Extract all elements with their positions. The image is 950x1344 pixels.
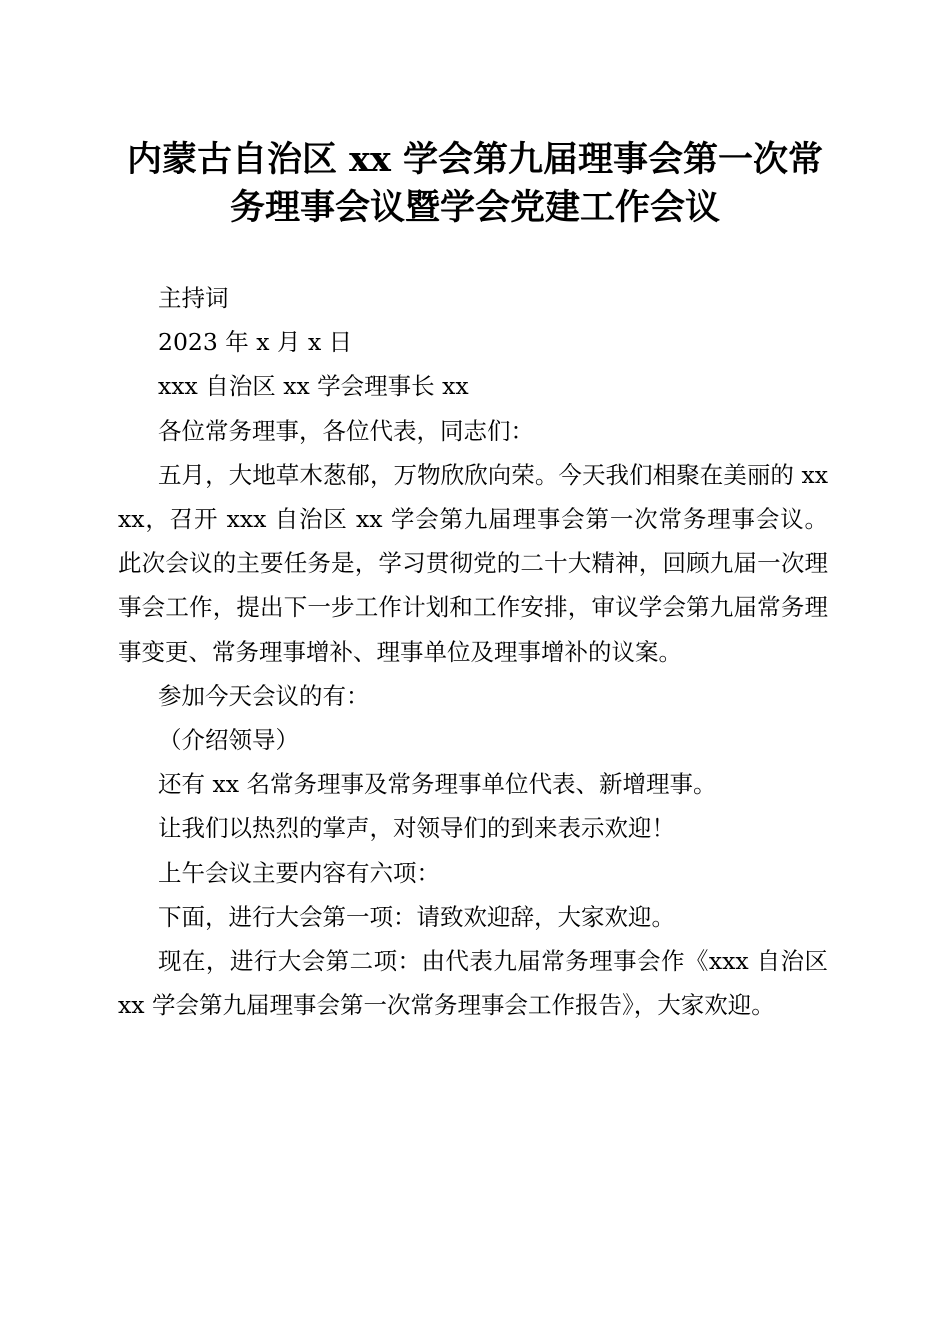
agenda-item-1-paragraph: 下面，进行大会第一项：请致欢迎辞，大家欢迎。 <box>158 902 675 931</box>
welcome-applause-paragraph: 让我们以热烈的掌声，对领导们的到来表示欢迎！ <box>158 814 675 843</box>
introduce-leaders-paragraph: （介绍领导） <box>158 726 299 755</box>
agenda-intro-paragraph: 上午会议主要内容有六项： <box>158 858 440 887</box>
other-attendees-paragraph: 还有 xx 名常务理事及常务理事单位代表、新增理事。 <box>158 770 717 799</box>
agenda-item-2-paragraph: 现在，进行大会第二项：由代表九届常务理事会作《xxx 自治区 xx 学会第九届理事会第一次常务理事会工作报告》，大家欢迎。 <box>118 947 828 1020</box>
title-line-2: 务理事会议暨学会党建工作会议 <box>229 187 720 228</box>
document-body <box>118 276 828 1027</box>
title-line-1: 内蒙古自治区 xx 学会第九届理事会第一次常 <box>126 139 824 180</box>
greeting-paragraph: 各位常务理事，各位代表，同志们： <box>158 416 534 445</box>
speaker-line: xxx 自治区 xx 学会理事长 xx <box>158 372 469 401</box>
heading-host-speech: 主持词 <box>158 284 229 312</box>
date-line: 2023 年 x 月 x 日 <box>158 328 353 357</box>
attendees-intro-paragraph: 参加今天会议的有： <box>158 681 370 710</box>
document-title <box>118 136 832 232</box>
opening-paragraph: 五月，大地草木葱郁，万物欣欣向荣。今天我们相聚在美丽的 xxxx，召开 xxx 自治区 xx 学会第九届理事会第一次常务理事会议。此次会议的主要任务是，学习贯彻党的二十大精神，回顾九届一次理事会工作，提出下一步工作计划和工作安排，审议学会第九届常务理事变更、常务理事增补、理事单位及理事增补的议案。 <box>118 460 828 666</box>
